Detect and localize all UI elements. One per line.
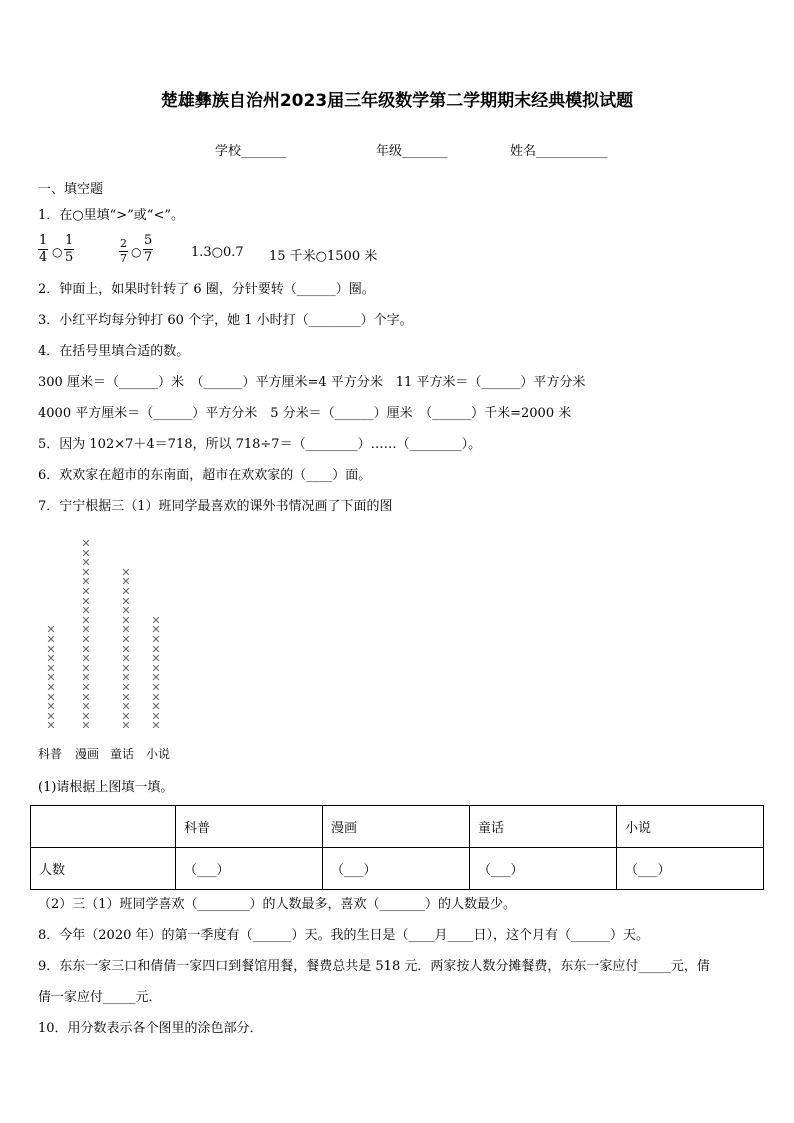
question-3: 3．小红平均每分钟打 60 个字，她 1 小时打（________）个字。 bbox=[38, 313, 413, 328]
pictograph-mark: ✕ bbox=[151, 680, 161, 694]
pictograph-mark: ✕ bbox=[151, 613, 161, 627]
fraction-numerator: 5 bbox=[144, 233, 153, 248]
section-heading: 一、填空题 bbox=[38, 182, 104, 197]
fraction-numerator: 1 bbox=[65, 233, 74, 248]
pictograph-mark: ✕ bbox=[81, 690, 91, 704]
fraction-denominator: 7 bbox=[144, 250, 153, 265]
fraction-denominator: 5 bbox=[65, 250, 74, 265]
pictograph-mark: ✕ bbox=[151, 642, 161, 656]
fraction-5-7 bbox=[143, 233, 153, 266]
pictograph-mark: ✕ bbox=[81, 680, 91, 694]
fraction-2-7 bbox=[119, 237, 128, 266]
compare-circle[interactable]: ○ bbox=[52, 245, 63, 259]
school-blank[interactable]: _______ bbox=[241, 144, 287, 159]
pictograph-mark: ✕ bbox=[81, 546, 91, 560]
question-7-part-1: (1)请根据上图填一填。 bbox=[38, 780, 174, 795]
table-row-label: 人数 bbox=[31, 848, 176, 890]
answer-cell[interactable]: （___） bbox=[470, 848, 617, 890]
category-label: 童话 bbox=[110, 747, 135, 761]
pictograph-mark: ✕ bbox=[81, 537, 91, 550]
grade-label: 年级 bbox=[376, 144, 403, 159]
pictograph-mark: ✕ bbox=[81, 604, 91, 618]
pictograph-mark: ✕ bbox=[46, 632, 56, 646]
length-compare: 15 千米○1500 米 bbox=[269, 249, 378, 264]
pictograph-mark: ✕ bbox=[81, 565, 91, 579]
fraction-numerator: 1 bbox=[39, 233, 48, 248]
pictograph-mark: ✕ bbox=[81, 623, 91, 637]
pictograph-mark: ✕ bbox=[46, 623, 56, 637]
pictograph-mark: ✕ bbox=[81, 584, 91, 598]
pictograph-mark: ✕ bbox=[46, 652, 56, 666]
table-header-cell: 童话 bbox=[470, 806, 617, 848]
pictograph-mark: ✕ bbox=[46, 671, 56, 685]
question-4: 4．在括号里填合适的数。 bbox=[38, 344, 190, 359]
grade-field bbox=[376, 140, 448, 159]
fraction-1-4 bbox=[38, 233, 48, 266]
pictograph-mark: ✕ bbox=[151, 623, 161, 637]
pictograph-mark: ✕ bbox=[121, 632, 131, 646]
pictograph-mark: ✕ bbox=[151, 632, 161, 646]
pictograph-mark: ✕ bbox=[121, 565, 131, 579]
pictograph-mark: ✕ bbox=[121, 661, 131, 675]
pictograph-mark: ✕ bbox=[121, 652, 131, 666]
pictograph-mark: ✕ bbox=[81, 594, 91, 608]
pictograph-mark: ✕ bbox=[151, 690, 161, 704]
pictograph-mark: ✕ bbox=[151, 700, 161, 714]
pictograph-mark: ✕ bbox=[121, 613, 131, 627]
pictograph-mark: ✕ bbox=[121, 709, 131, 723]
pictograph-mark: ✕ bbox=[46, 680, 56, 694]
name-label: 姓名 bbox=[510, 144, 537, 159]
answer-cell[interactable]: （___） bbox=[176, 848, 323, 890]
question-1: 1．在○里填“>”或“<”。 bbox=[38, 208, 184, 223]
table-row bbox=[31, 848, 764, 890]
pictograph-mark: ✕ bbox=[81, 575, 91, 589]
question-9-line-1: 9．东东一家三口和倩倩一家四口到餐馆用餐，餐费总共是 518 元．两家按人数分摊餐费，东东一家应付_____元，倩 bbox=[38, 959, 710, 974]
pictograph-mark: ✕ bbox=[151, 661, 161, 675]
pictograph-mark: ✕ bbox=[151, 671, 161, 685]
question-2: 2．钟面上，如果时针转了 6 圈，分针要转（______）圈。 bbox=[38, 282, 375, 297]
pictograph-mark: ✕ bbox=[81, 700, 91, 714]
pictograph-mark: ✕ bbox=[151, 719, 161, 733]
decimal-compare: 1.3○0.7 bbox=[191, 245, 244, 260]
pictograph-mark: ✕ bbox=[121, 719, 131, 733]
question-9-line-2: 倩一家应付_____元． bbox=[38, 990, 162, 1005]
fraction-denominator: 7 bbox=[120, 252, 127, 265]
table-header-cell: 科普 bbox=[176, 806, 323, 848]
answer-cell[interactable]: （___） bbox=[617, 848, 764, 890]
pictograph-mark: ✕ bbox=[81, 709, 91, 723]
question-6: 6．欢欢家在超市的东南面，超市在欢欢家的（____）面。 bbox=[38, 468, 372, 483]
pictograph-column-科普 bbox=[45, 625, 57, 731]
pictograph-mark: ✕ bbox=[46, 661, 56, 675]
pictograph-mark: ✕ bbox=[46, 642, 56, 656]
fraction-denominator: 4 bbox=[39, 250, 48, 265]
question-4-line-2: 4000 平方厘米＝（______）平方分米 5 分米＝（______）厘米 （______）千米=2000 米 bbox=[38, 406, 572, 421]
fraction-numerator: 2 bbox=[120, 237, 127, 250]
pictograph-mark: ✕ bbox=[46, 700, 56, 714]
pictograph-mark: ✕ bbox=[81, 719, 91, 733]
pictograph-mark: ✕ bbox=[81, 556, 91, 570]
fraction-1-5 bbox=[64, 233, 74, 266]
pictograph-chart bbox=[30, 535, 190, 735]
pictograph-column-漫画 bbox=[80, 539, 92, 731]
question-7-part-2: （2）三（1）班同学喜欢（________）的人数最多，喜欢（_______）的人数最少。 bbox=[38, 897, 517, 912]
pictograph-mark: ✕ bbox=[81, 661, 91, 675]
pictograph-mark: ✕ bbox=[81, 671, 91, 685]
table-header-cell: 漫画 bbox=[323, 806, 470, 848]
category-label: 小说 bbox=[146, 747, 171, 761]
pictograph-mark: ✕ bbox=[121, 604, 131, 618]
pictograph-mark: ✕ bbox=[121, 680, 131, 694]
table-header-row bbox=[31, 806, 764, 848]
pictograph-mark: ✕ bbox=[121, 700, 131, 714]
pictograph-mark: ✕ bbox=[81, 632, 91, 646]
pictograph-column-童话 bbox=[120, 565, 132, 733]
pictograph-mark: ✕ bbox=[121, 671, 131, 685]
pictograph-mark: ✕ bbox=[46, 719, 56, 733]
pictograph-mark: ✕ bbox=[121, 642, 131, 656]
compare-circle[interactable]: ○ bbox=[131, 245, 142, 259]
answer-cell[interactable]: （___） bbox=[323, 848, 470, 890]
page-title: 楚雄彝族自治州2023届三年级数学第二学期期末经典模拟试题 bbox=[160, 91, 634, 111]
question-8: 8．今年（2020 年）的第一季度有（______）天。我的生日是（____月____日），这个月有（______）天。 bbox=[38, 928, 649, 943]
pictograph-mark: ✕ bbox=[81, 652, 91, 666]
school-label: 学校 bbox=[215, 144, 242, 159]
school-field bbox=[215, 140, 287, 159]
pictograph-mark: ✕ bbox=[151, 709, 161, 723]
pictograph-column-小说 bbox=[150, 613, 162, 733]
question-10: 10．用分数表示各个图里的涂色部分． bbox=[38, 1021, 263, 1036]
question-5: 5．因为 102×7＋4＝718，所以 718÷7＝（________）……（________）。 bbox=[38, 437, 482, 452]
pictograph-mark: ✕ bbox=[121, 690, 131, 704]
question-7: 7．宁宁根据三（1）班同学最喜欢的课外书情况画了下面的图 bbox=[38, 499, 393, 514]
pictograph-mark: ✕ bbox=[46, 690, 56, 704]
pictograph-mark: ✕ bbox=[121, 594, 131, 608]
name-blank[interactable]: ___________ bbox=[536, 144, 608, 159]
category-label: 漫画 bbox=[75, 747, 100, 761]
question-4-line-1: 300 厘米＝（______）米 （______）平方厘米=4 平方分米 11 平方米＝（______）平方分米 bbox=[38, 375, 586, 390]
pictograph-mark: ✕ bbox=[121, 584, 131, 598]
category-label: 科普 bbox=[38, 747, 63, 761]
pictograph-mark: ✕ bbox=[151, 652, 161, 666]
pictograph-mark: ✕ bbox=[121, 575, 131, 589]
answer-table bbox=[30, 805, 764, 890]
pictograph-mark: ✕ bbox=[121, 623, 131, 637]
name-field bbox=[510, 140, 608, 159]
pictograph-mark: ✕ bbox=[46, 709, 56, 723]
pictograph-mark: ✕ bbox=[81, 613, 91, 627]
table-header-cell: 小说 bbox=[617, 806, 764, 848]
pictograph-mark: ✕ bbox=[81, 642, 91, 656]
grade-blank[interactable]: _______ bbox=[402, 144, 448, 159]
table-header-cell bbox=[31, 806, 176, 848]
